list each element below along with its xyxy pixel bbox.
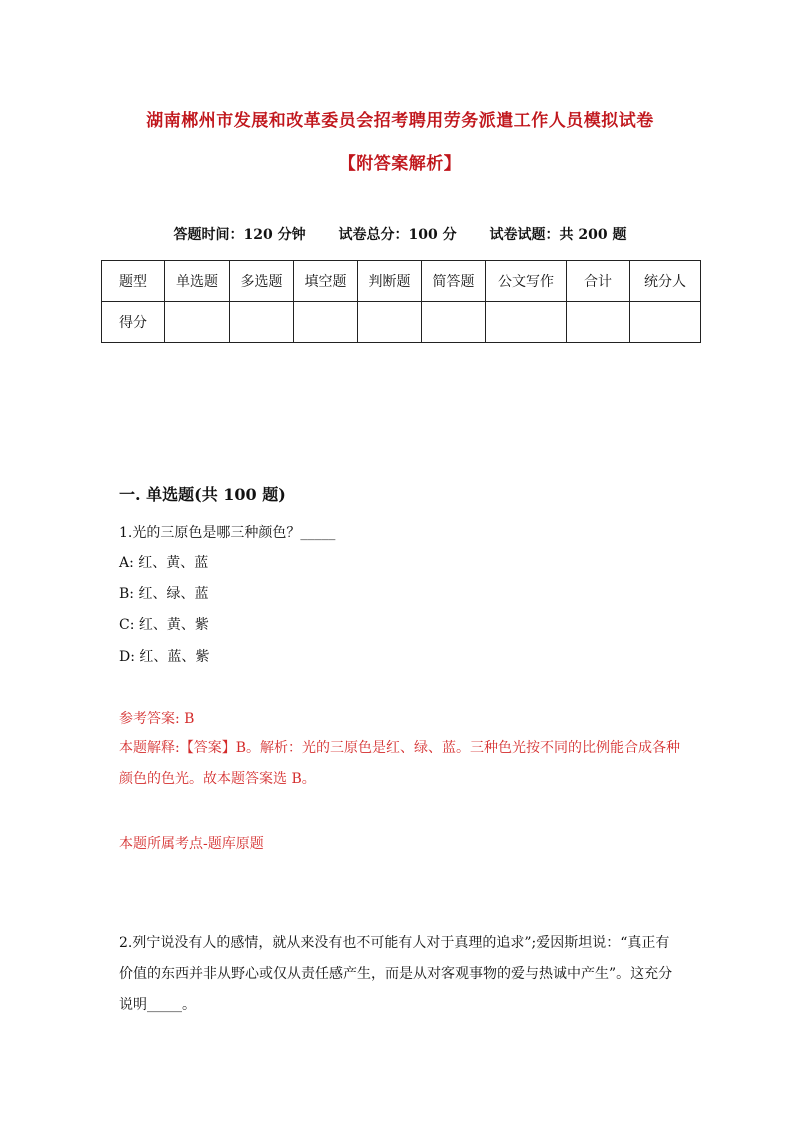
score-input-cell — [294, 302, 358, 343]
question-1-text: 1.光的三原色是哪三种颜色？_____ — [119, 525, 336, 541]
exam-meta — [0, 224, 800, 244]
score-header-cell: 题型 — [102, 261, 165, 302]
score-input-cell — [358, 302, 422, 343]
score-table-score-row — [102, 302, 701, 343]
question-1-option-d: D: 红、蓝、紫 — [119, 649, 210, 665]
score-table-header-row — [102, 261, 701, 302]
score-header-cell: 合计 — [567, 261, 630, 302]
score-input-cell — [230, 302, 294, 343]
question-1-option-a: A: 红、黄、蓝 — [119, 555, 209, 571]
score-row-label: 得分 — [102, 302, 165, 343]
score-input-cell — [486, 302, 567, 343]
exam-time: 答题时间：120 分钟 — [173, 227, 306, 243]
question-2-text: 2.列宁说没有人的感情，就从来没有也不可能有人对于真理的追求”;爱因斯坦说：“真正有价值的东西并非从野心或仅从责任感产生，而是从对客观事物的爱与热诚中产生”。这充分说明_____。 — [119, 935, 673, 1013]
score-header-cell: 多选题 — [230, 261, 294, 302]
score-input-cell — [630, 302, 701, 343]
section-title: 一. 单选题(共 100 题) — [119, 485, 286, 504]
score-header-cell: 单选题 — [165, 261, 230, 302]
score-input-cell — [165, 302, 230, 343]
question-1-answer: 参考答案: B — [119, 711, 195, 727]
question-1-explanation: 本题解释:【答案】B。解析：光的三原色是红、绿、蓝。三种色光按不同的比例能合成各种颜色的色光。故本题答案选 B。 — [119, 740, 681, 787]
score-input-cell — [567, 302, 630, 343]
score-header-cell: 统分人 — [630, 261, 701, 302]
exam-total-score: 试卷总分：100 分 — [338, 227, 457, 243]
question-1-option-b: B: 红、绿、蓝 — [119, 586, 209, 602]
score-header-cell: 填空题 — [294, 261, 358, 302]
exam-question-count: 试卷试题：共 200 题 — [489, 227, 627, 243]
question-1-source: 本题所属考点-题库原题 — [119, 836, 264, 852]
score-header-cell: 简答题 — [422, 261, 486, 302]
score-table — [101, 260, 701, 343]
exam-title: 湖南郴州市发展和改革委员会招考聘用劳务派遣工作人员模拟试卷 — [146, 111, 654, 131]
question-1-option-c: C: 红、黄、紫 — [119, 617, 209, 633]
score-input-cell — [422, 302, 486, 343]
score-header-cell: 判断题 — [358, 261, 422, 302]
score-header-cell: 公文写作 — [486, 261, 567, 302]
exam-subtitle: 【附答案解析】 — [338, 154, 462, 174]
